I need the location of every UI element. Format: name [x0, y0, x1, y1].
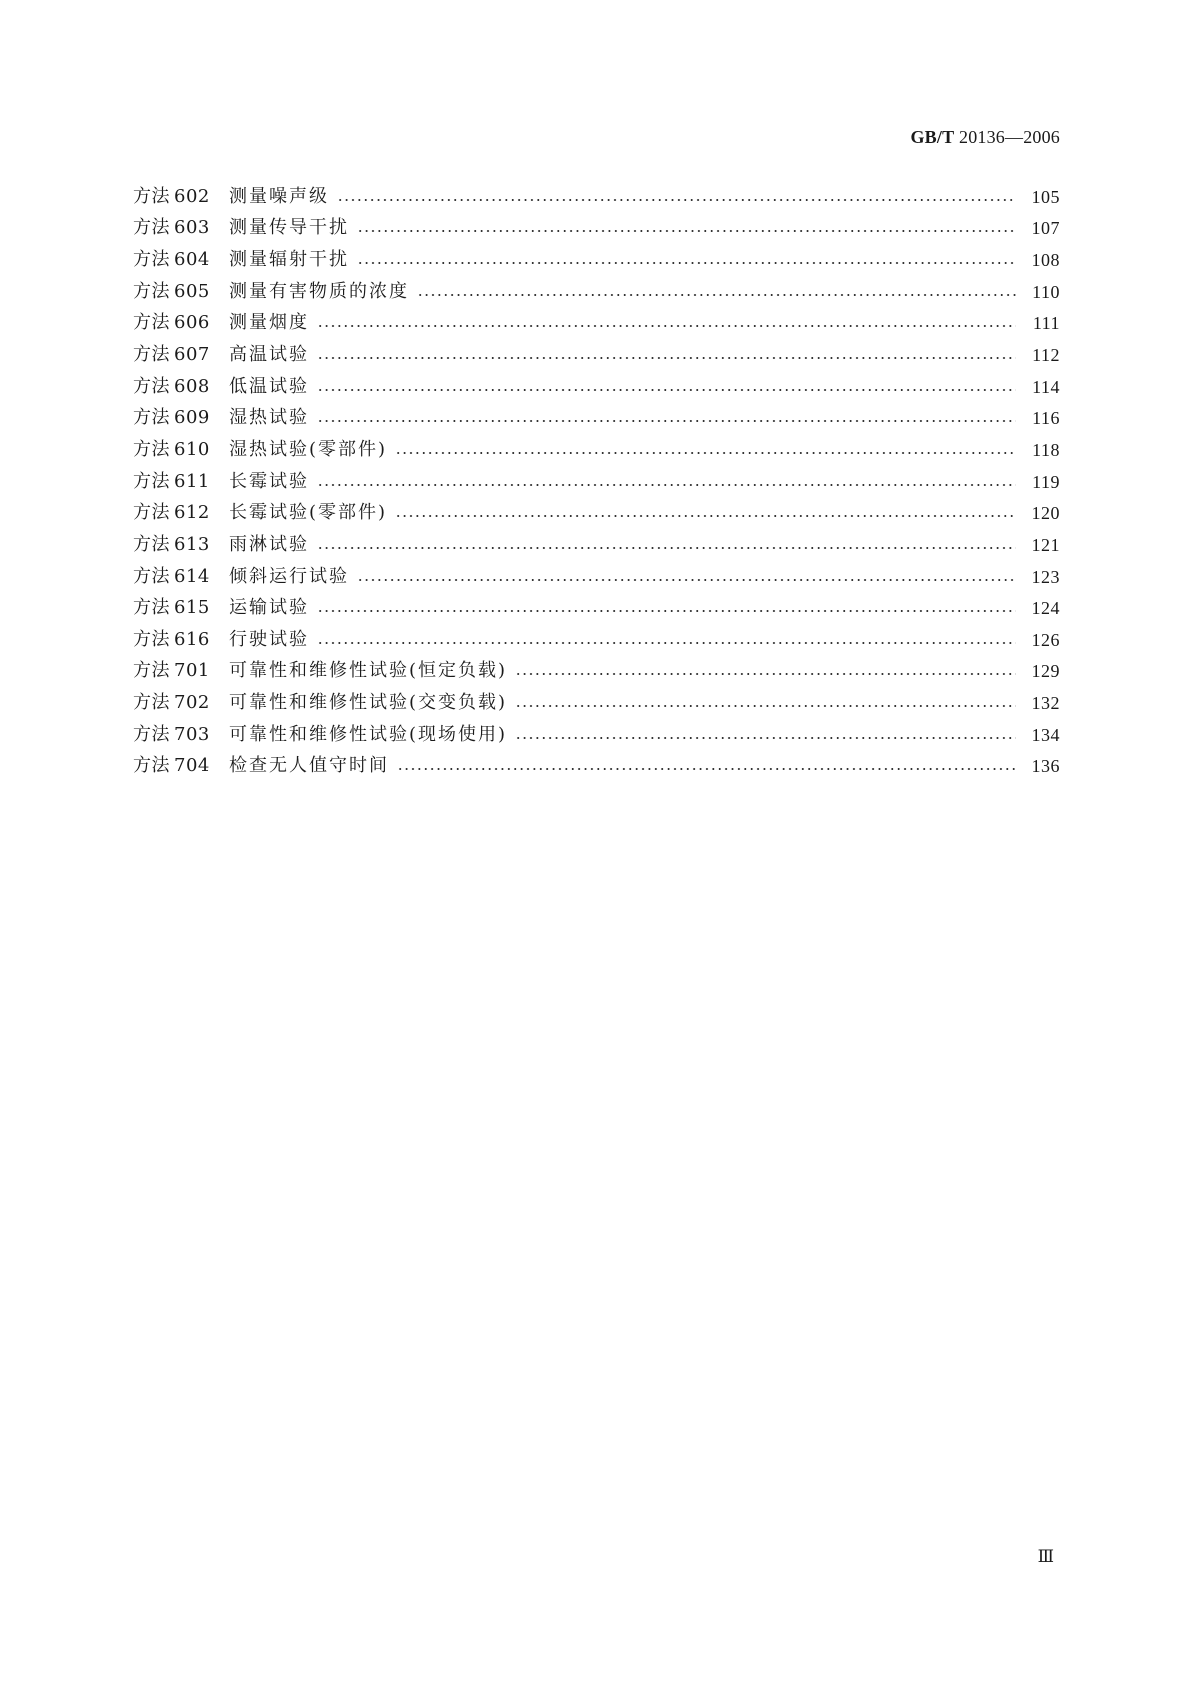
toc-dot-leader	[395, 514, 1016, 518]
toc-title: 可靠性和维修性试验(交变负载)	[229, 692, 508, 714]
toc-method-prefix: 方法	[133, 438, 170, 460]
toc-entry[interactable]	[133, 687, 1060, 719]
toc-page-number: 114	[1032, 376, 1060, 397]
toc-title: 行驶试验	[229, 628, 309, 650]
toc-entry[interactable]	[133, 592, 1060, 624]
toc-title: 倾斜运行试验	[229, 565, 349, 587]
toc-title: 测量噪声级	[229, 185, 329, 207]
toc-entry[interactable]	[133, 466, 1060, 498]
toc-dot-leader	[317, 641, 1016, 645]
toc-method-prefix: 方法	[133, 692, 170, 714]
toc-page-number: 107	[1031, 218, 1060, 239]
toc-title: 高温试验	[229, 344, 309, 366]
toc-method-label	[133, 185, 229, 207]
toc-method-label	[133, 219, 229, 237]
toc-page-number: 132	[1031, 693, 1060, 714]
toc-method-label	[133, 314, 229, 332]
toc-entry[interactable]	[133, 402, 1060, 434]
toc-method-label	[133, 599, 229, 617]
toc-dot-leader	[515, 736, 1016, 740]
toc-page-number: 120	[1031, 503, 1060, 524]
toc-method-number: 603	[174, 217, 210, 239]
toc-dot-leader	[317, 483, 1016, 487]
toc-dot-leader	[395, 451, 1016, 455]
toc-page-number: 126	[1031, 629, 1060, 650]
toc-method-label	[133, 438, 229, 460]
toc-method-number: 608	[174, 375, 210, 397]
toc-method-prefix: 方法	[133, 249, 170, 271]
toc-method-number: 605	[174, 280, 210, 302]
standard-code	[910, 127, 1060, 148]
toc-page-number: 110	[1032, 281, 1060, 302]
toc-method-prefix: 方法	[133, 628, 170, 650]
toc-method-number: 607	[174, 344, 210, 366]
toc-entry[interactable]	[133, 624, 1060, 656]
toc-method-prefix: 方法	[133, 470, 170, 492]
toc-entry[interactable]	[133, 561, 1060, 593]
toc-title: 测量烟度	[229, 312, 309, 334]
toc-page-number: 124	[1031, 598, 1060, 619]
toc-method-prefix: 方法	[133, 185, 170, 207]
toc-method-number: 616	[174, 628, 210, 650]
toc-page-number: 121	[1031, 534, 1060, 555]
toc-method-number: 612	[174, 502, 210, 524]
toc-method-number: 701	[174, 660, 210, 682]
toc-dot-leader	[515, 672, 1016, 676]
toc-method-label	[133, 409, 229, 427]
toc-page-number: 119	[1032, 471, 1060, 492]
toc-method-prefix: 方法	[133, 755, 170, 777]
toc-method-label	[133, 346, 229, 364]
toc-dot-leader	[317, 546, 1016, 550]
toc-method-number: 702	[174, 692, 210, 714]
toc-method-prefix: 方法	[133, 344, 170, 366]
toc-title: 运输试验	[229, 597, 309, 619]
toc-title: 测量有害物质的浓度	[229, 280, 409, 302]
standard-number: 20136—2006	[959, 127, 1060, 147]
toc-title: 测量辐射干扰	[229, 249, 349, 271]
toc-title: 雨淋试验	[229, 533, 309, 555]
toc-method-label	[133, 504, 229, 522]
toc-method-label	[133, 533, 229, 555]
toc-dot-leader	[337, 198, 1016, 202]
toc-method-prefix: 方法	[133, 217, 170, 239]
toc-entry[interactable]	[133, 244, 1060, 276]
toc-entry[interactable]	[133, 371, 1060, 403]
toc-page-number: 105	[1031, 186, 1060, 207]
toc-page-number: 136	[1031, 756, 1060, 777]
standard-prefix: GB/T	[910, 127, 955, 147]
toc-dot-leader	[417, 293, 1016, 297]
toc-method-label	[133, 565, 229, 587]
toc-page-number: 112	[1032, 345, 1060, 366]
toc-dot-leader	[317, 324, 1016, 328]
toc-page-number: 129	[1031, 661, 1060, 682]
toc-method-number: 609	[174, 407, 210, 429]
toc-method-prefix: 方法	[133, 565, 170, 587]
toc-method-prefix: 方法	[133, 723, 170, 745]
toc-dot-leader	[357, 578, 1016, 582]
toc-method-prefix: 方法	[133, 502, 170, 524]
toc-method-number: 606	[174, 312, 210, 334]
toc-method-label	[133, 694, 229, 712]
toc-method-prefix: 方法	[133, 280, 170, 302]
toc-method-label	[133, 375, 229, 397]
toc-page-number: 111	[1032, 313, 1060, 334]
toc-entry[interactable]	[133, 751, 1060, 783]
toc-method-number: 613	[174, 533, 210, 555]
toc-title: 可靠性和维修性试验(恒定负载)	[229, 660, 508, 682]
toc-method-prefix: 方法	[133, 375, 170, 397]
toc-method-number: 615	[174, 597, 210, 619]
toc-entry[interactable]	[133, 276, 1060, 308]
toc-method-prefix: 方法	[133, 660, 170, 682]
toc-method-prefix: 方法	[133, 407, 170, 429]
toc-title: 检查无人值守时间	[229, 755, 389, 777]
toc-page-number: 118	[1032, 439, 1060, 460]
toc-entry[interactable]	[133, 529, 1060, 561]
toc-dot-leader	[397, 767, 1016, 771]
toc-method-number: 610	[174, 438, 210, 460]
toc-dot-leader	[357, 261, 1016, 265]
toc-entry[interactable]	[133, 434, 1060, 466]
toc-title: 长霉试验(零部件)	[229, 502, 388, 524]
toc-entry[interactable]	[133, 719, 1060, 751]
toc-entry[interactable]	[133, 497, 1060, 529]
toc-method-label	[133, 757, 229, 775]
toc-method-prefix: 方法	[133, 597, 170, 619]
toc-title: 可靠性和维修性试验(现场使用)	[229, 723, 508, 745]
toc-method-number: 604	[174, 249, 210, 271]
toc-page-number: 123	[1031, 566, 1060, 587]
toc-method-label	[133, 280, 229, 302]
table-of-contents	[133, 181, 1060, 782]
toc-method-prefix: 方法	[133, 312, 170, 334]
toc-entry[interactable]	[133, 181, 1060, 213]
page-number: Ⅲ	[1037, 1547, 1054, 1566]
toc-method-number: 614	[174, 565, 210, 587]
toc-title: 湿热试验	[229, 407, 309, 429]
toc-method-prefix: 方法	[133, 533, 170, 555]
toc-dot-leader	[317, 609, 1016, 613]
toc-method-label	[133, 251, 229, 269]
toc-dot-leader	[317, 356, 1016, 360]
toc-method-label	[133, 723, 229, 745]
toc-method-label	[133, 470, 229, 492]
toc-method-number: 602	[174, 185, 210, 207]
toc-title: 测量传导干扰	[229, 217, 349, 239]
toc-entry[interactable]	[133, 339, 1060, 371]
toc-title: 低温试验	[229, 375, 309, 397]
toc-dot-leader	[357, 229, 1016, 233]
toc-dot-leader	[317, 388, 1016, 392]
toc-method-number: 704	[174, 755, 210, 777]
toc-title: 湿热试验(零部件)	[229, 438, 388, 460]
toc-dot-leader	[317, 419, 1016, 423]
toc-page-number: 108	[1031, 250, 1060, 271]
toc-entry[interactable]	[133, 656, 1060, 688]
toc-method-number: 703	[174, 723, 210, 745]
toc-page-number: 116	[1032, 408, 1060, 429]
toc-dot-leader	[515, 704, 1016, 708]
toc-method-number: 611	[174, 470, 210, 492]
toc-entry[interactable]	[133, 213, 1060, 245]
toc-page-number: 134	[1031, 724, 1060, 745]
toc-method-label	[133, 662, 229, 680]
toc-title: 长霉试验	[229, 470, 309, 492]
toc-entry[interactable]	[133, 308, 1060, 340]
toc-method-label	[133, 628, 229, 650]
